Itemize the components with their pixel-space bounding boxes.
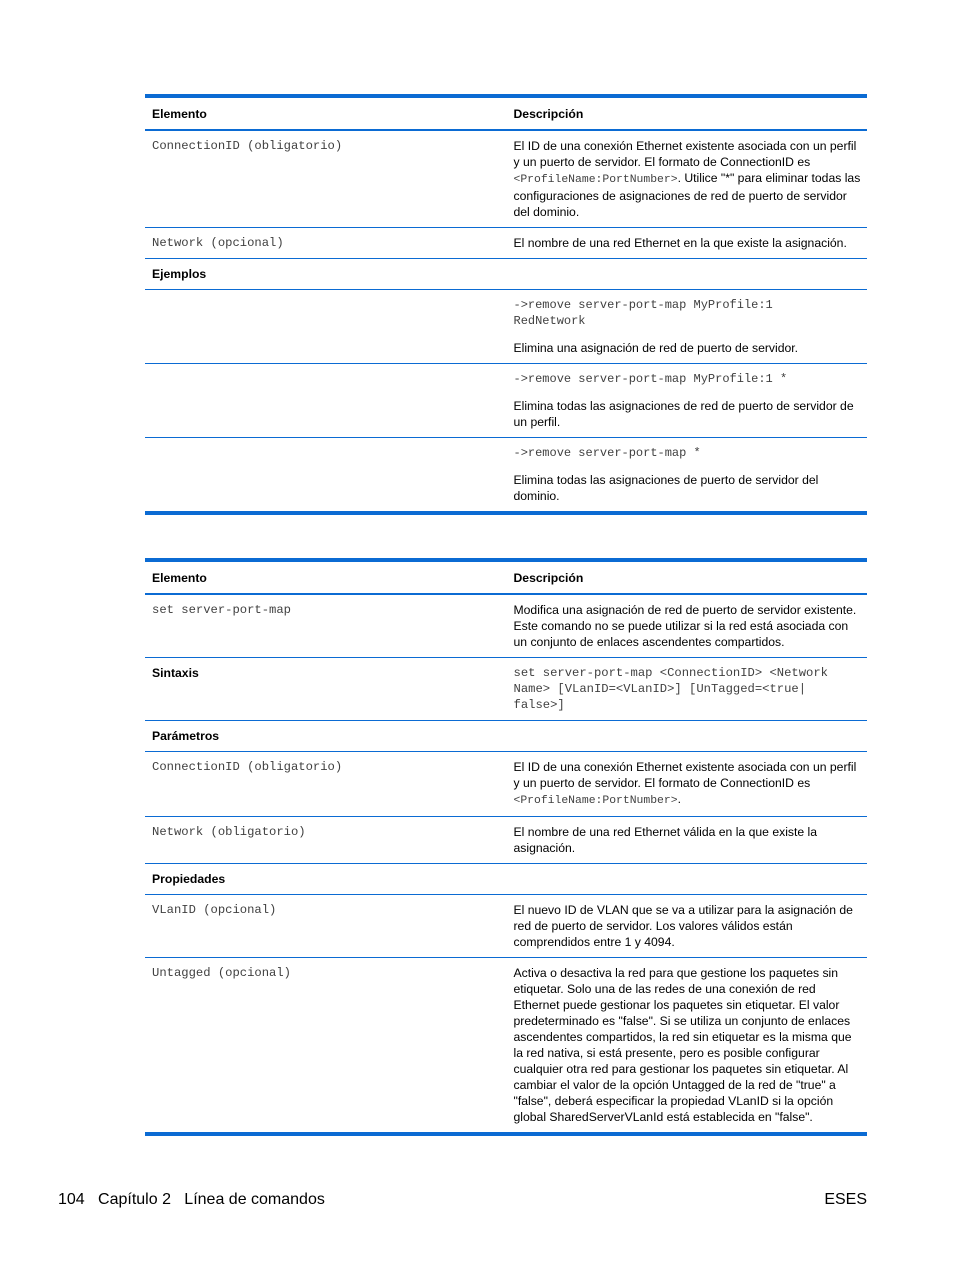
param-connectionid: ConnectionID (obligatorio) [145,752,506,817]
param-network-description: El nombre de una red Ethernet en la que existe la asignación. [506,228,867,259]
desc-code: <ProfileName:PortNumber> [513,174,678,186]
command-name: set server-port-map [145,594,506,658]
prop-vlanid: VLanID (opcional) [145,895,506,958]
table-row [145,817,867,864]
header-elemento: Elemento [145,96,506,130]
param-network: Network (opcional) [145,228,506,259]
table-row [145,895,867,958]
desc-text: El ID de una conexión Ethernet existente asociada con un perfil y un puerto de servidor. El formato de ConnectionID es [513,139,857,169]
example-row [145,290,867,364]
example-cell [506,290,867,364]
table-row [145,958,867,1135]
table-header [145,560,867,594]
prop-vlanid-description: El nuevo ID de VLAN que se va a utilizar para la asignación de red de puerto de servidor. Los valores válidos están comprendidos entre 1 y 4094. [506,895,867,958]
param-connectionid-description [506,752,867,817]
section-row [145,864,867,895]
table-row [145,658,867,721]
param-network-description: El nombre de una red Ethernet válida en la que existe la asignación. [506,817,867,864]
page-footer-locale: ESES [824,1191,867,1208]
table-row [145,228,867,259]
example-row [145,364,867,438]
table-row [145,130,867,228]
section-row [145,721,867,752]
desc-text: . Utilice "*" para eliminar todas las configuraciones de asignaciones de red de puerto de servidor del dominio. [513,171,861,219]
section-sintaxis: Sintaxis [145,658,506,721]
desc-code: <ProfileName:PortNumber> [513,795,678,807]
prop-untagged-description: Activa o desactiva la red para que gestione los paquetes sin etiquetar. Solo una de las redes de una conexión de red Ethernet puede gestionar los paquetes sin etiquetar. El valor predeterminado es "false". Si se utiliza un conjunto de enlaces ascendentes compartidos, la red sin etiquetar es la misma que la red nativa, si está presente, pero es posible configurar cualquier otra red para gestionar los paquetes sin etiquetar. Al cambiar el valor de la opción Untagged de la red de "true" a "false", deberá especificar la propiedad VLanID si la opción global SharedServerVLanId está establecida en "false". [506,958,867,1135]
desc-text: El ID de una conexión Ethernet existente asociada con un perfil y un puerto de servidor. El formato de ConnectionID es [513,760,857,790]
example-code: ->remove server-port-map MyProfile:1 * [513,372,788,386]
section-propiedades: Propiedades [145,864,506,895]
example-cell [506,438,867,514]
command-description: Modifica una asignación de red de puerto de servidor existente. Este comando no se puede utilizar si la red está asociada con un conjunto de enlaces ascendentes compartidos. [506,594,867,658]
table-row [145,752,867,817]
param-network: Network (obligatorio) [145,817,506,864]
syntax-code: set server-port-map <ConnectionID> <Network Name> [VLanID=<VLanID>] [UnTagged=<true| false>] [506,658,867,721]
example-description: Elimina todas las asignaciones de puerto de servidor del dominio. [513,473,819,503]
header-descripcion: Descripción [506,560,867,594]
example-cell [506,364,867,438]
example-description: Elimina una asignación de red de puerto de servidor. [513,341,799,355]
table-row [145,594,867,658]
header-elemento: Elemento [145,560,506,594]
page-footer-chapter: 104 Capítulo 2 Línea de comandos [58,1191,325,1208]
table-header [145,96,867,130]
section-row [145,259,867,290]
example-code: ->remove server-port-map * [513,446,701,460]
table-set-server-port-map [145,558,867,1136]
param-connectionid: ConnectionID (obligatorio) [145,130,506,228]
table-remove-server-port-map [145,94,867,515]
header-descripcion: Descripción [506,96,867,130]
param-connectionid-description [506,130,867,228]
example-row [145,438,867,514]
section-parametros: Parámetros [145,721,506,752]
desc-text: . [677,792,681,806]
example-code: ->remove server-port-map MyProfile:1 RedNetwork [513,298,773,328]
prop-untagged: Untagged (opcional) [145,958,506,1135]
example-description: Elimina todas las asignaciones de red de puerto de servidor de un perfil. [513,399,854,429]
section-ejemplos: Ejemplos [145,259,506,290]
